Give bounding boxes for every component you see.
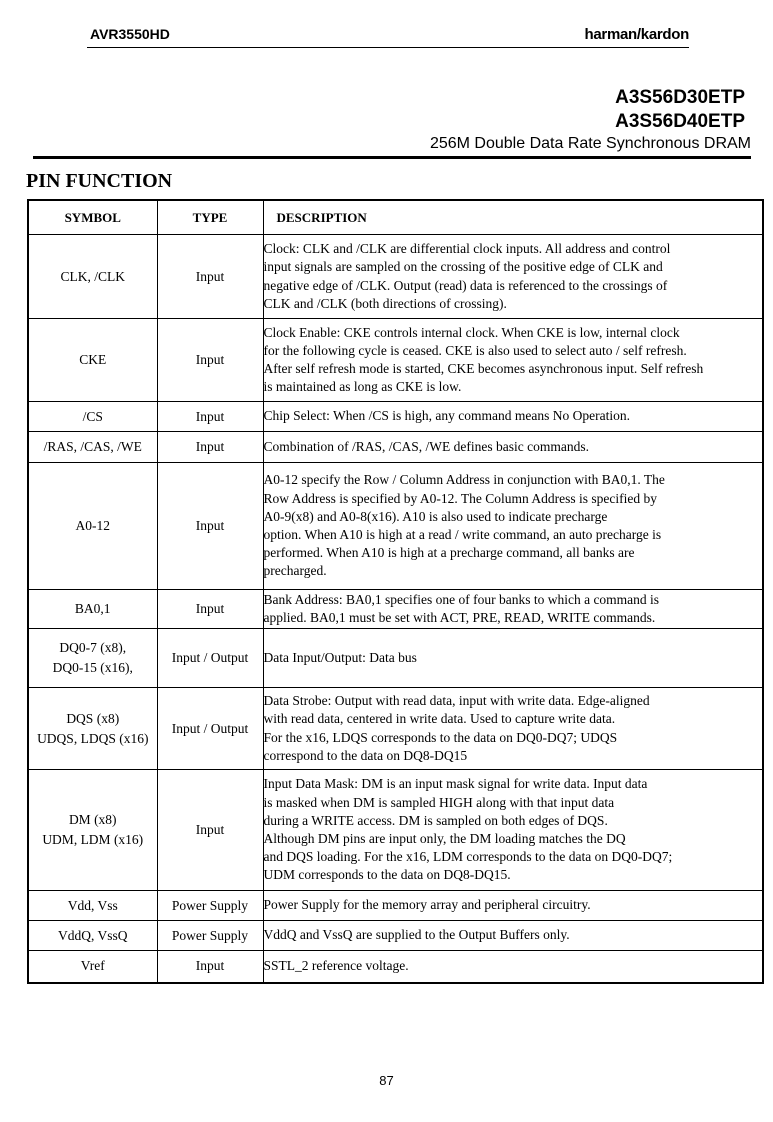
part-number-2: A3S56D40ETP	[615, 111, 745, 132]
pin-description-line: Data Input/Output: Data bus	[263, 649, 417, 665]
pin-symbol	[28, 463, 157, 590]
pin-type: Input	[157, 770, 263, 891]
table-row	[28, 319, 763, 402]
pin-symbol	[28, 921, 157, 951]
pin-symbol-line: A0-12	[75, 518, 110, 533]
pin-description-line: for the following cycle is ceased. CKE is also used to select auto / self refresh.	[263, 342, 687, 358]
pin-description-line: input signals are sampled on the crossing of the positive edge of CLK and	[263, 259, 663, 275]
table-row	[28, 235, 763, 319]
table-row	[28, 629, 763, 688]
pin-description	[263, 463, 763, 590]
table-row	[28, 891, 763, 921]
part-number-1: A3S56D30ETP	[615, 87, 745, 108]
pin-description-line: negative edge of /CLK. Output (read) data is referenced to the crossings of	[263, 277, 668, 293]
pin-description	[263, 891, 763, 921]
pin-description-line: Although DM pins are input only, the DM loading matches the DQ	[263, 831, 626, 846]
pin-symbol	[28, 629, 157, 688]
pin-description-line: Clock Enable: CKE controls internal clock. When CKE is low, internal clock	[263, 324, 680, 340]
pin-description-line: Power Supply for the memory array and peripheral circuitry.	[263, 897, 591, 913]
pin-description-line: during a WRITE access. DM is sampled on both edges of DQS.	[263, 812, 608, 828]
pin-description-line: is maintained as long as CKE is low.	[263, 379, 462, 395]
table-row	[28, 921, 763, 951]
pin-symbol-line: DQ0-7 (x8),	[59, 640, 127, 655]
pin-symbol	[28, 402, 157, 432]
pin-symbol	[28, 235, 157, 319]
pin-symbol	[28, 590, 157, 629]
pin-description-line: Data Strobe: Output with read data, input with write data. Edge-aligned	[263, 693, 650, 709]
pin-description	[263, 319, 763, 402]
table-header-row	[28, 200, 763, 235]
pin-description-line: SSTL_2 reference voltage.	[263, 958, 409, 974]
header-brand: harman/kardon	[584, 26, 689, 43]
table-row	[28, 402, 763, 432]
pin-description	[263, 235, 763, 319]
pin-description-line: Combination of /RAS, /CAS, /WE defines basic commands.	[263, 438, 589, 454]
table-row	[28, 951, 763, 983]
pin-type: Input / Output	[157, 688, 263, 770]
pin-symbol	[28, 319, 157, 402]
pin-symbol-line: UDM, LDM (x16)	[42, 832, 144, 847]
pin-type: Input	[157, 463, 263, 590]
table-row	[28, 590, 763, 629]
pin-symbol-line: DQS (x8)	[66, 710, 120, 726]
pin-description	[263, 590, 763, 629]
pin-symbol-line: CKE	[79, 352, 107, 367]
pin-type: Input	[157, 432, 263, 463]
pin-description-line: For the x16, LDQS corresponds to the data on DQ0-DQ7; UDQS	[263, 729, 618, 745]
pin-description	[263, 629, 763, 688]
pin-symbol	[28, 432, 157, 463]
pin-type: Power Supply	[157, 891, 263, 921]
table-row	[28, 770, 763, 891]
pin-description-line: Input Data Mask: DM is an input mask signal for write data. Input data	[263, 776, 648, 792]
pin-description	[263, 432, 763, 463]
pin-description-line: Bank Address: BA0,1 specifies one of four banks to which a command is	[263, 591, 660, 607]
pin-description	[263, 921, 763, 951]
header-symbol: SYMBOL	[28, 200, 157, 235]
pin-type: Input	[157, 319, 263, 402]
table-row	[28, 463, 763, 590]
pin-symbol-line: BA0,1	[74, 601, 111, 616]
pin-symbol	[28, 688, 157, 770]
pin-description-line: Row Address is specified by A0-12. The Column Address is specified by	[263, 490, 657, 506]
pin-description	[263, 688, 763, 770]
pin-description-line: A0-12 specify the Row / Column Address in conjunction with BA0,1. The	[263, 472, 665, 488]
pin-description-line: VddQ and VssQ are supplied to the Output Buffers only.	[263, 927, 570, 943]
pin-description-line: performed. When A10 is high at a precharge command, all banks are	[263, 545, 635, 561]
pin-symbol-line: VddQ, VssQ	[57, 927, 128, 943]
pin-type: Input / Output	[157, 629, 263, 688]
title-divider	[33, 156, 751, 159]
pin-symbol-line: DQ0-15 (x16),	[52, 660, 133, 675]
pin-type: Power Supply	[157, 921, 263, 951]
pin-description-line: A0-9(x8) and A0-8(x16). A10 is also used to indicate precharge	[263, 508, 608, 524]
pin-description-line: precharged.	[263, 563, 327, 579]
table-row	[28, 688, 763, 770]
pin-symbol	[28, 891, 157, 921]
pin-description-line: correspond to the data on DQ8-DQ15	[263, 747, 468, 763]
pin-function-table	[27, 199, 764, 984]
pin-description	[263, 402, 763, 432]
pin-description-line: CLK and /CLK (both directions of crossing).	[263, 295, 507, 311]
table-row	[28, 432, 763, 463]
page-number: 87	[379, 1073, 394, 1088]
pin-description-line: is masked when DM is sampled HIGH along with that input data	[263, 794, 615, 810]
pin-description-line: Clock: CLK and /CLK are differential clock inputs. All address and control	[263, 241, 671, 257]
pin-description-line: UDM corresponds to the data on DQ8-DQ15.	[263, 867, 511, 883]
pin-symbol-line: /RAS, /CAS, /WE	[43, 439, 142, 454]
pin-symbol-line: Vdd, Vss	[67, 897, 118, 913]
pin-description-line: and DQS loading. For the x16, LDM corresponds to the data on DQ0-DQ7;	[263, 849, 673, 865]
pin-description-line: After self refresh mode is started, CKE becomes asynchronous input. Self refresh	[263, 361, 704, 376]
document-subtitle: 256M Double Data Rate Synchronous DRAM	[429, 135, 751, 152]
pin-symbol-line: UDQS, LDQS (x16)	[37, 730, 149, 746]
pin-symbol-line: CLK, /CLK	[60, 268, 125, 284]
pin-description-line: applied. BA0,1 must be set with ACT, PRE, READ, WRITE commands.	[263, 610, 656, 625]
pin-description-line: Chip Select: When /CS is high, any command means No Operation.	[263, 408, 630, 424]
pin-type: Input	[157, 402, 263, 432]
header-model: AVR3550HD	[90, 26, 170, 42]
pin-description	[263, 951, 763, 983]
pin-description-line: with read data, centered in write data. Used to capture write data.	[263, 711, 616, 727]
header-divider	[87, 47, 689, 48]
pin-description-line: option. When A10 is high at a read / write command, an auto precharge is	[263, 527, 662, 542]
pin-symbol	[28, 770, 157, 891]
pin-description	[263, 770, 763, 891]
pin-type: Input	[157, 235, 263, 319]
pin-type: Input	[157, 951, 263, 983]
section-title: PIN FUNCTION	[26, 170, 173, 192]
pin-symbol	[28, 951, 157, 983]
pin-type: Input	[157, 590, 263, 629]
pin-symbol-line: DM (x8)	[68, 812, 117, 827]
pin-symbol-line: /CS	[82, 408, 103, 424]
header-description: DESCRIPTION	[263, 200, 763, 235]
header-type: TYPE	[157, 200, 263, 235]
pin-symbol-line: Vref	[80, 958, 105, 974]
